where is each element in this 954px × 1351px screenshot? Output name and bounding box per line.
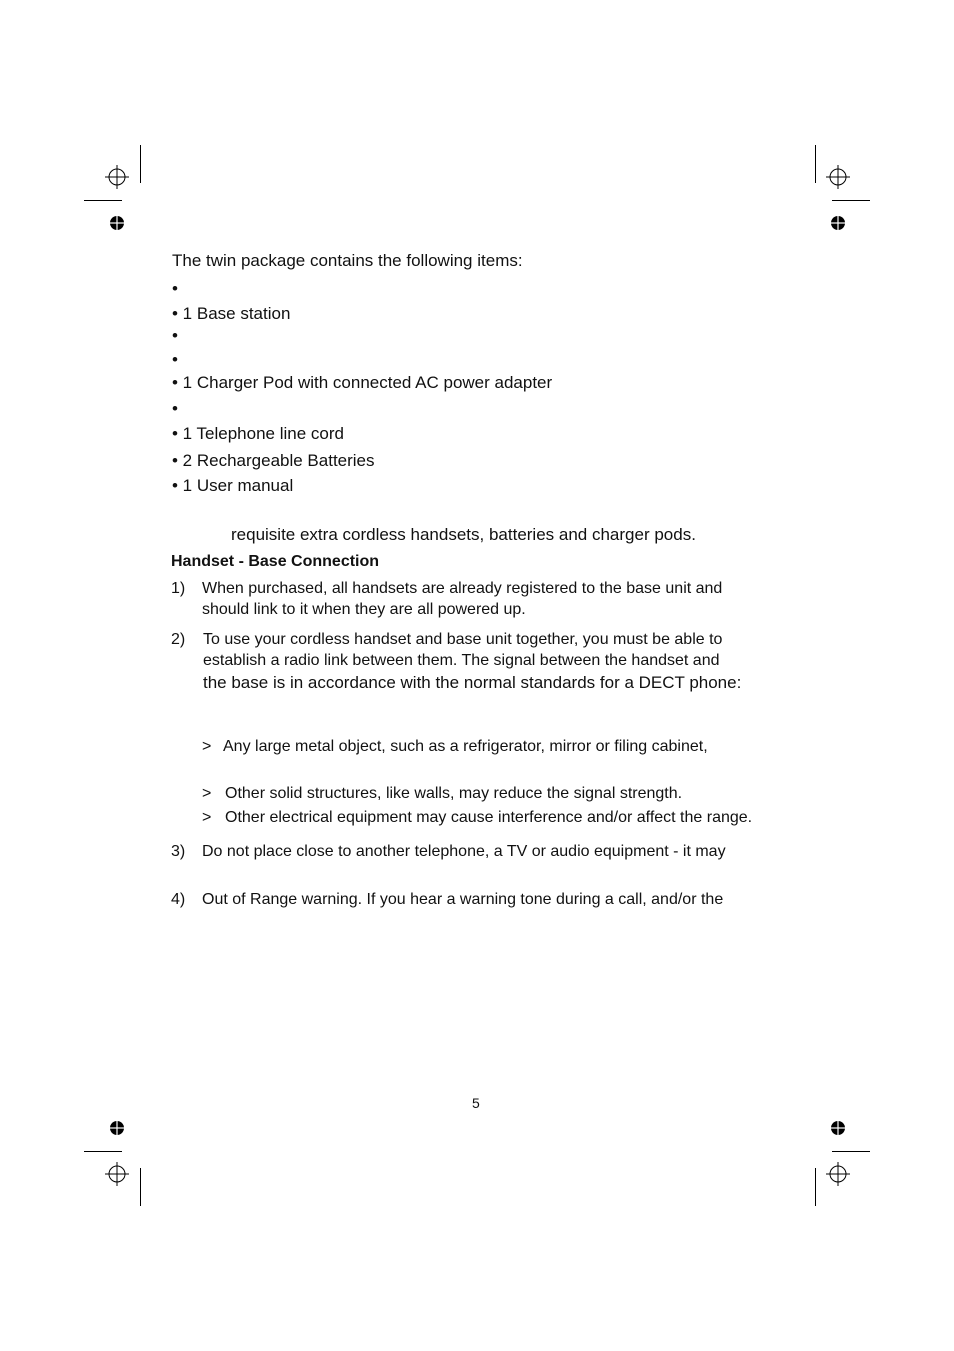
crop-line bbox=[84, 200, 122, 201]
list-item: • 1 Base station bbox=[172, 304, 291, 323]
crop-line bbox=[832, 200, 870, 201]
sub-point-marker: > bbox=[202, 738, 212, 755]
sub-point-text: Any large metal object, such as a refrigerator, mirror or filing cabinet, bbox=[223, 738, 708, 755]
crop-line bbox=[815, 1168, 816, 1206]
crop-line bbox=[832, 1151, 870, 1152]
step-number: 3) bbox=[171, 843, 186, 860]
list-item: • 2 Rechargeable Batteries bbox=[172, 451, 375, 470]
crop-line bbox=[140, 1168, 141, 1206]
quartered-dot-icon bbox=[830, 1120, 846, 1136]
quartered-dot-icon bbox=[830, 215, 846, 231]
crosshair-icon bbox=[105, 1162, 129, 1186]
crosshair-icon bbox=[826, 1162, 850, 1186]
step-text: When purchased, all handsets are already registered to the base unit and bbox=[202, 580, 723, 597]
quartered-dot-icon bbox=[109, 1120, 125, 1136]
step-number: 1) bbox=[171, 580, 186, 597]
step-text: To use your cordless handset and base unit together, you must be able to bbox=[203, 631, 723, 648]
sub-point-text: Other solid structures, like walls, may reduce the signal strength. bbox=[225, 785, 683, 802]
step-number: 2) bbox=[171, 631, 186, 648]
list-item: • bbox=[172, 326, 178, 345]
list-item: • bbox=[172, 350, 178, 369]
sub-point-marker: > bbox=[202, 809, 212, 826]
crosshair-icon bbox=[105, 165, 129, 189]
sub-point-marker: > bbox=[202, 785, 212, 802]
page-number: 5 bbox=[472, 1095, 480, 1111]
intro-text: The twin package contains the following items: bbox=[172, 251, 523, 270]
crop-line bbox=[815, 145, 816, 183]
list-item: • 1 User manual bbox=[172, 476, 294, 495]
note-text: requisite extra cordless handsets, batteries and charger pods. bbox=[231, 525, 696, 544]
list-item: • bbox=[172, 399, 178, 418]
sub-point-text: Other electrical equipment may cause interference and/or affect the range. bbox=[225, 809, 753, 826]
section-heading: Handset - Base Connection bbox=[171, 553, 380, 570]
step-number: 4) bbox=[171, 891, 186, 908]
step-text: establish a radio link between them. The signal between the handset and bbox=[203, 652, 720, 669]
crop-line bbox=[84, 1151, 122, 1152]
step-text: Out of Range warning. If you hear a warning tone during a call, and/or the bbox=[202, 891, 724, 908]
list-item: • 1 Charger Pod with connected AC power adapter bbox=[172, 373, 553, 392]
step-text: Do not place close to another telephone, a TV or audio equipment - it may bbox=[202, 843, 726, 860]
list-item: • bbox=[172, 279, 178, 298]
step-text: should link to it when they are all powered up. bbox=[202, 601, 526, 618]
step-text: the base is in accordance with the normal standards for a DECT phone: bbox=[203, 673, 742, 692]
list-item: • 1 Telephone line cord bbox=[172, 424, 344, 443]
crosshair-icon bbox=[826, 165, 850, 189]
quartered-dot-icon bbox=[109, 215, 125, 231]
crop-line bbox=[140, 145, 141, 183]
